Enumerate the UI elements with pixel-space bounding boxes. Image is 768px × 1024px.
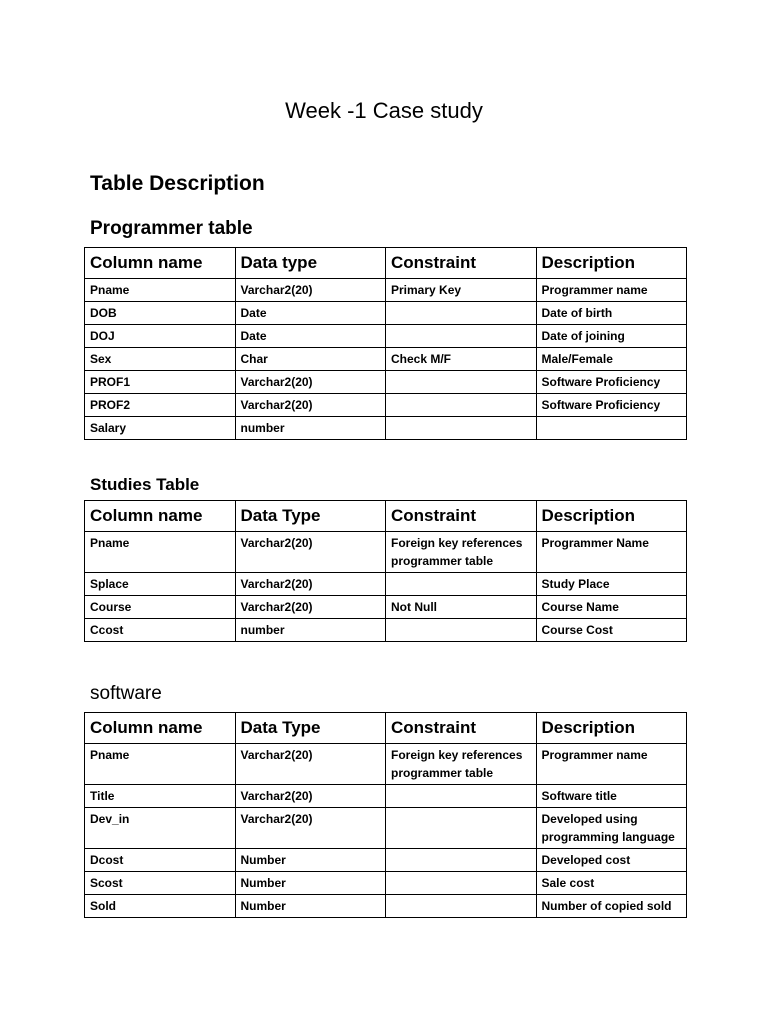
table-cell: Programmer name xyxy=(536,744,687,785)
table-cell: Varchar2(20) xyxy=(235,596,386,619)
studies-table-caption: Studies Table xyxy=(90,475,200,494)
table-cell: Varchar2(20) xyxy=(235,371,386,394)
table-cell: PROF1 xyxy=(85,371,236,394)
table-cell: Date xyxy=(235,325,386,348)
table-header-row xyxy=(85,248,687,279)
table-cell xyxy=(386,619,537,642)
column-header: Description xyxy=(536,501,687,532)
table-cell xyxy=(386,325,537,348)
table-cell: Pname xyxy=(85,279,236,302)
table-cell: PROF2 xyxy=(85,394,236,417)
column-header: Data type xyxy=(235,248,386,279)
table-cell xyxy=(386,785,537,808)
column-header: Constraint xyxy=(386,248,537,279)
table-row xyxy=(85,849,687,872)
table-cell: Developed using programming language xyxy=(536,808,687,849)
table-cell: Varchar2(20) xyxy=(235,279,386,302)
table-cell: Pname xyxy=(85,744,236,785)
programmer-table xyxy=(84,247,687,440)
table-cell xyxy=(386,371,537,394)
table-cell xyxy=(386,849,537,872)
table-cell xyxy=(386,417,537,440)
table-row xyxy=(85,872,687,895)
table-cell xyxy=(386,895,537,918)
table-cell: Course Cost xyxy=(536,619,687,642)
software-table-caption: software xyxy=(90,683,162,704)
table-cell: Varchar2(20) xyxy=(235,573,386,596)
table-cell: Splace xyxy=(85,573,236,596)
studies-table xyxy=(84,500,687,642)
table-row xyxy=(85,619,687,642)
table-cell xyxy=(386,394,537,417)
table-cell: Varchar2(20) xyxy=(235,394,386,417)
table-cell: Number of copied sold xyxy=(536,895,687,918)
column-header: Data Type xyxy=(235,713,386,744)
table-cell: Title xyxy=(85,785,236,808)
column-header: Column name xyxy=(85,713,236,744)
table-cell: Foreign key references programmer table xyxy=(386,532,537,573)
column-header: Description xyxy=(536,248,687,279)
table-row xyxy=(85,394,687,417)
table-row xyxy=(85,371,687,394)
table-cell: Char xyxy=(235,348,386,371)
table-cell: Dev_in xyxy=(85,808,236,849)
table-row xyxy=(85,302,687,325)
table-row xyxy=(85,279,687,302)
table-cell: Pname xyxy=(85,532,236,573)
table-cell: Not Null xyxy=(386,596,537,619)
table-cell: Date of joining xyxy=(536,325,687,348)
table-cell: Salary xyxy=(85,417,236,440)
table-cell xyxy=(386,573,537,596)
programmer-table-caption: Programmer table xyxy=(90,218,253,239)
table-cell: Scost xyxy=(85,872,236,895)
table-cell: number xyxy=(235,619,386,642)
table-cell: Primary Key xyxy=(386,279,537,302)
table-row xyxy=(85,325,687,348)
table-cell: Varchar2(20) xyxy=(235,744,386,785)
table-row xyxy=(85,808,687,849)
table-cell xyxy=(386,808,537,849)
section-heading: Table Description xyxy=(90,172,265,195)
table-cell: Ccost xyxy=(85,619,236,642)
table-cell: Software Proficiency xyxy=(536,371,687,394)
table-cell: Dcost xyxy=(85,849,236,872)
table-cell: Course Name xyxy=(536,596,687,619)
table-row xyxy=(85,348,687,371)
table-cell: Programmer name xyxy=(536,279,687,302)
table-cell: Date xyxy=(235,302,386,325)
table-cell: Male/Female xyxy=(536,348,687,371)
table-cell: DOJ xyxy=(85,325,236,348)
table-cell: Varchar2(20) xyxy=(235,808,386,849)
table-cell: Number xyxy=(235,849,386,872)
column-header: Column name xyxy=(85,501,236,532)
page-title: Week -1 Case study xyxy=(285,98,483,123)
table-cell: Sex xyxy=(85,348,236,371)
table-row xyxy=(85,744,687,785)
table-cell: Check M/F xyxy=(386,348,537,371)
table-cell: Number xyxy=(235,872,386,895)
column-header: Constraint xyxy=(386,501,537,532)
table-cell: Programmer Name xyxy=(536,532,687,573)
column-header: Description xyxy=(536,713,687,744)
table-cell xyxy=(536,417,687,440)
table-row xyxy=(85,417,687,440)
table-row xyxy=(85,895,687,918)
table-header-row xyxy=(85,713,687,744)
table-cell: DOB xyxy=(85,302,236,325)
table-cell: Course xyxy=(85,596,236,619)
table-cell: Sold xyxy=(85,895,236,918)
table-cell: Study Place xyxy=(536,573,687,596)
column-header: Constraint xyxy=(386,713,537,744)
table-cell: number xyxy=(235,417,386,440)
table-row xyxy=(85,573,687,596)
table-cell: Foreign key references programmer table xyxy=(386,744,537,785)
table-cell: Varchar2(20) xyxy=(235,785,386,808)
table-cell: Sale cost xyxy=(536,872,687,895)
column-header: Column name xyxy=(85,248,236,279)
table-cell xyxy=(386,872,537,895)
table-cell: Software Proficiency xyxy=(536,394,687,417)
table-row xyxy=(85,532,687,573)
table-cell: Varchar2(20) xyxy=(235,532,386,573)
table-row xyxy=(85,596,687,619)
table-cell: Date of birth xyxy=(536,302,687,325)
table-cell: Number xyxy=(235,895,386,918)
software-table xyxy=(84,712,687,918)
table-cell xyxy=(386,302,537,325)
column-header: Data Type xyxy=(235,501,386,532)
table-cell: Software title xyxy=(536,785,687,808)
table-header-row xyxy=(85,501,687,532)
table-cell: Developed cost xyxy=(536,849,687,872)
table-row xyxy=(85,785,687,808)
